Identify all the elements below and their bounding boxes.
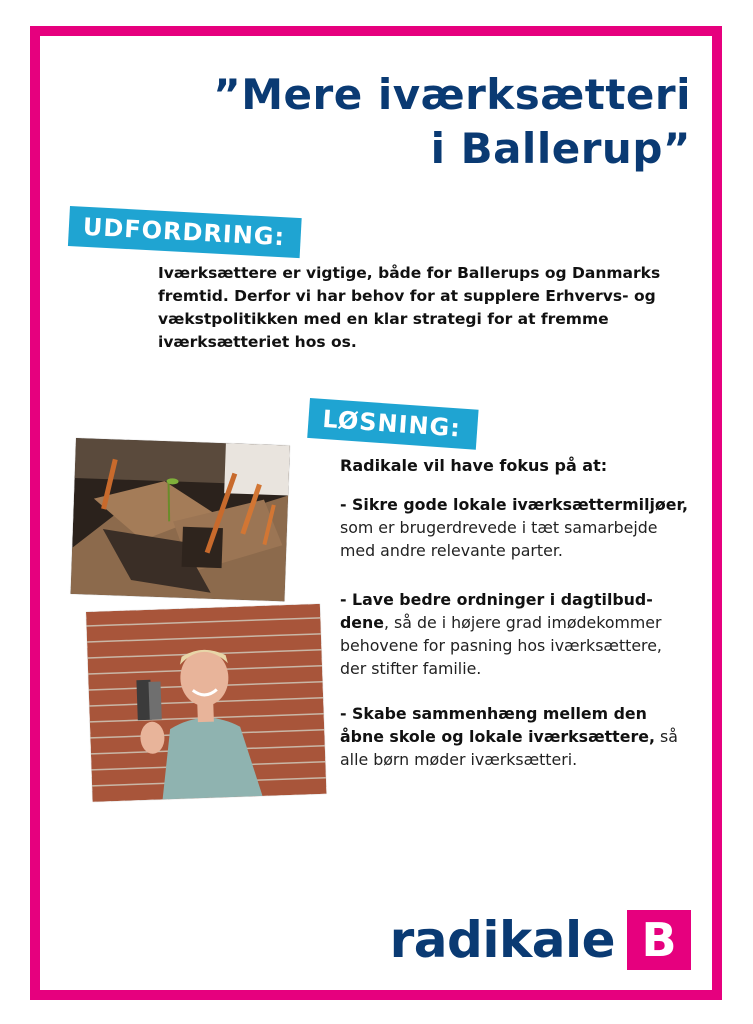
solution-point-2 [340,588,692,680]
solution-point-1 [340,493,692,562]
solution-point-3 [340,702,692,771]
page-title [213,68,691,176]
solution-tag: LØSNING: [307,398,478,450]
solution-point-2-rest: , så de i højere grad imødekommer behovene for pasning hos iværksættere, der stifter familie. [340,613,662,678]
solution-point-3-bold: - Skabe sammenhæng mellem den åbne skole og lokale iværksættere, [340,704,655,746]
solution-point-2-bold: - Lave bedre ordninger i dagtilbuddene [340,590,653,632]
challenge-text: Iværksættere er vigtige, både for Ballerups og Danmarks fremtid. Derfor vi har behov for at supplere Erhvervs- og vækstpolitikken med en klar strategi for at fremme iværksætteriet hos os. [158,264,661,351]
seedlings-photo [71,438,290,601]
logo-text: radikale [389,911,615,969]
challenge-tag: UDFORDRING: [68,206,302,258]
solution-point-1-rest: som er brugerdrevede i tæt samarbejde med andre relevante parter. [340,518,658,560]
logo-letter-box: B [627,910,691,970]
title-line-1: ”Mere iværksætteri [213,70,691,119]
title-line-2: i Ballerup” [430,124,691,173]
solution-point-3-rest: så alle børn møder iværksætteri. [340,727,678,769]
solution-intro: Radikale vil have fokus på at: [340,456,608,475]
solution-point-1-bold: - Sikre gode lokale iværksættermiljøer, [340,495,688,514]
radikale-logo [390,910,691,970]
portrait-photo [86,604,326,802]
